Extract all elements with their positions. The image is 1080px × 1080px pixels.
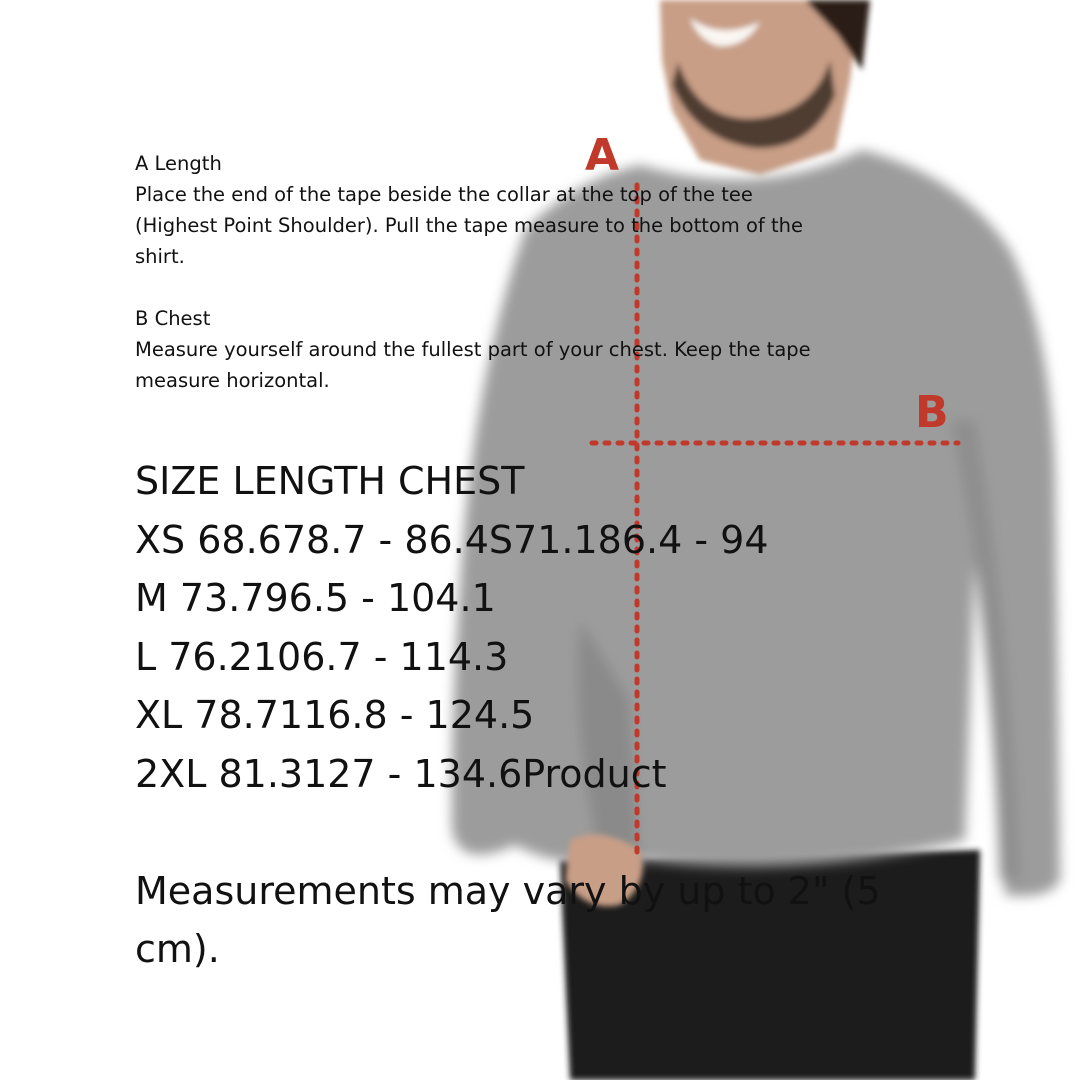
note-line: Measurements may vary by up to 2" (5 — [135, 869, 881, 913]
size-row: XL 78.7116.8 - 124.5 — [135, 693, 535, 737]
measurement-note — [135, 862, 935, 978]
size-table — [135, 452, 935, 803]
spacer — [135, 272, 915, 303]
length-marker-label: A — [585, 130, 620, 181]
length-heading: A Length — [135, 152, 222, 175]
size-row: XS 68.678.7 - 86.4S71.186.4 - 94 — [135, 517, 769, 562]
length-instruction-line: shirt. — [135, 245, 185, 268]
chest-instruction-line: measure horizontal. — [135, 369, 330, 392]
size-table-header: SIZE LENGTH CHEST — [135, 459, 525, 503]
measuring-instructions — [135, 148, 915, 396]
length-instruction-line: Place the end of the tape beside the collar at the top of the tee — [135, 183, 753, 206]
length-instruction-line: (Highest Point Shoulder). Pull the tape measure to the bottom of the — [135, 214, 803, 237]
size-row: L 76.2106.7 - 114.3 — [135, 634, 509, 679]
note-line: cm). — [135, 927, 220, 971]
chest-instruction-line: Measure yourself around the fullest part of your chest. Keep the tape — [135, 338, 811, 361]
chest-heading: B Chest — [135, 307, 211, 330]
size-row: 2XL 81.3127 - 134.6Product — [135, 751, 667, 796]
chest-marker-label: B — [915, 387, 949, 438]
size-row: M 73.796.5 - 104.1 — [135, 576, 496, 620]
